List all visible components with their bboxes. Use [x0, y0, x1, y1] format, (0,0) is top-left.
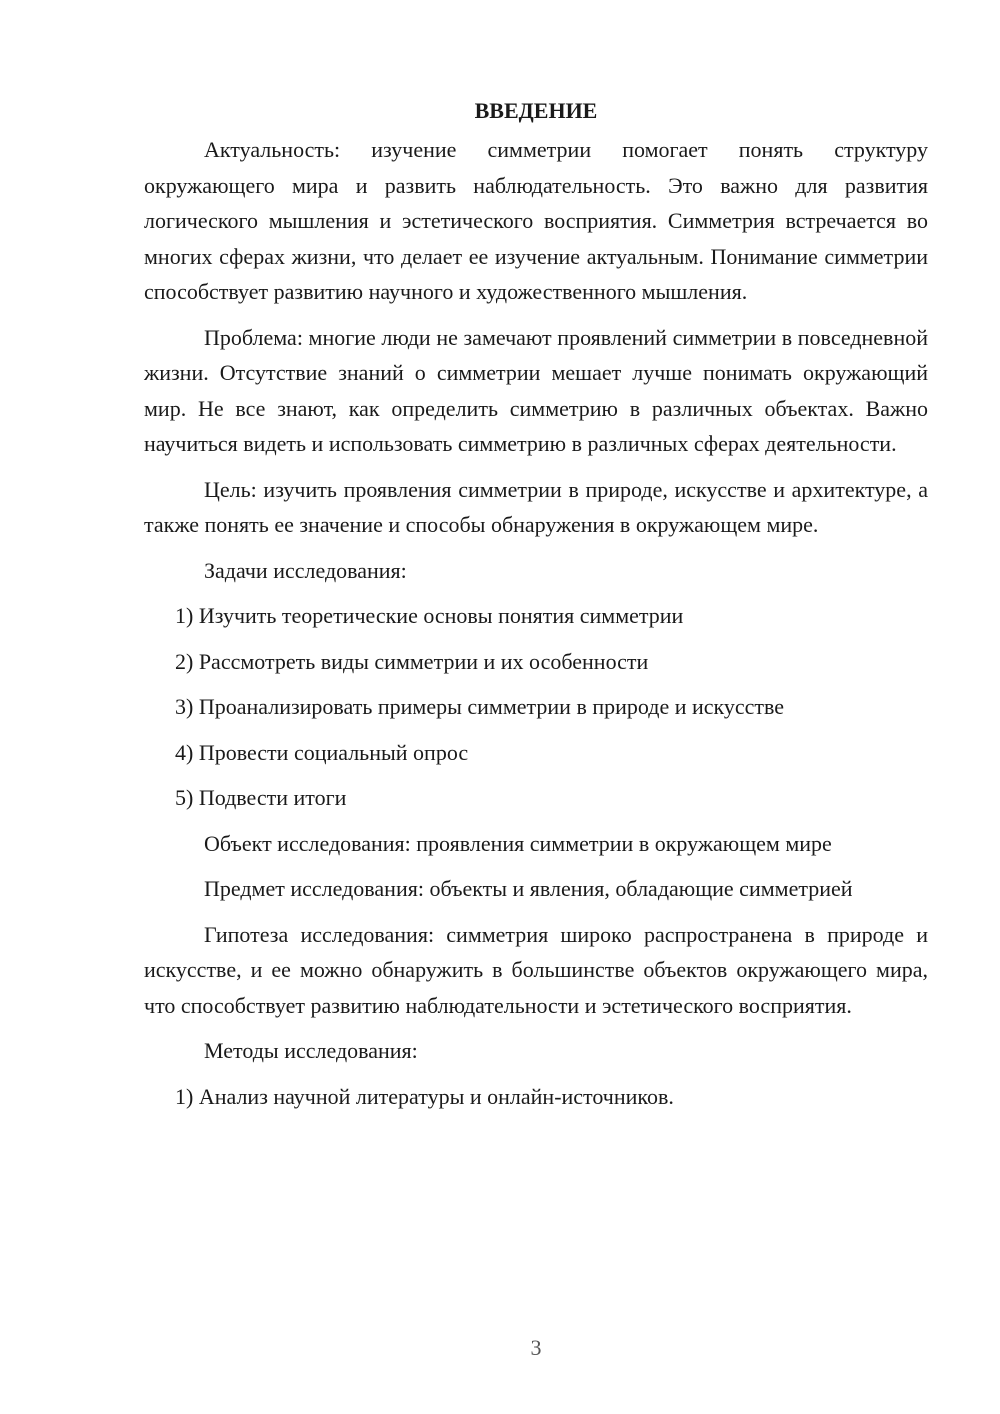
section-title: ВВЕДЕНИЕ	[474, 98, 598, 123]
list-item: 1) Анализ научной литературы и онлайн-источников.	[175, 1083, 674, 1109]
subject-paragraph: Предмет исследования: объекты и явления, обладающие симметрией	[204, 876, 853, 901]
list-item: 1) Изучить теоретические основы понятия симметрии	[175, 603, 684, 628]
methods-heading: Методы исследования:	[204, 1038, 418, 1063]
methods-list	[144, 1079, 928, 1115]
list-item: 4) Провести социальный опрос	[175, 739, 469, 765]
list-item: 2) Рассмотреть виды симметрии и их особенности	[175, 648, 649, 674]
list-item: 5) Подвести итоги	[175, 785, 347, 810]
page-number: 3	[530, 1335, 542, 1360]
tasks-list	[144, 598, 928, 816]
object-paragraph: Объект исследования: проявления симметрии в окружающем мире	[204, 830, 832, 856]
list-item: 3) Проанализировать примеры симметрии в природе и искусстве	[175, 694, 785, 719]
hypothesis-paragraph: Гипотеза исследования: симметрия широко распространена в природе и искусстве, и ее можно обнаружить в большинстве объектов окружающего мира, что способствует развитию наблюдательности и эстетического восприятия.	[144, 921, 928, 1018]
relevance-paragraph: Актуальность: изучение симметрии помогает понять структуру окружающего мира и развить наблюдательность. Это важно для развития логического мышления и эстетического восприятия. Симметрия встречается во многих сферах жизни, что делает ее изучение актуальным. Понимание симметрии способствует развитию научного и художественного мышления.	[144, 137, 928, 304]
page-content	[144, 92, 928, 1124]
tasks-heading: Задачи исследования:	[204, 557, 407, 583]
goal-paragraph: Цель: изучить проявления симметрии в природе, искусстве и архитектуре, а также понять ее значение и способы обнаружения в окружающем мире.	[144, 476, 928, 537]
problem-paragraph: Проблема: многие люди не замечают проявлений симметрии в повседневной жизни. Отсутствие знаний о симметрии мешает лучше понимать окружающий мир. Не все знают, как определить симметрию в различных объектах. Важно научиться видеть и использовать симметрию в различных сферах деятельности.	[144, 324, 928, 456]
